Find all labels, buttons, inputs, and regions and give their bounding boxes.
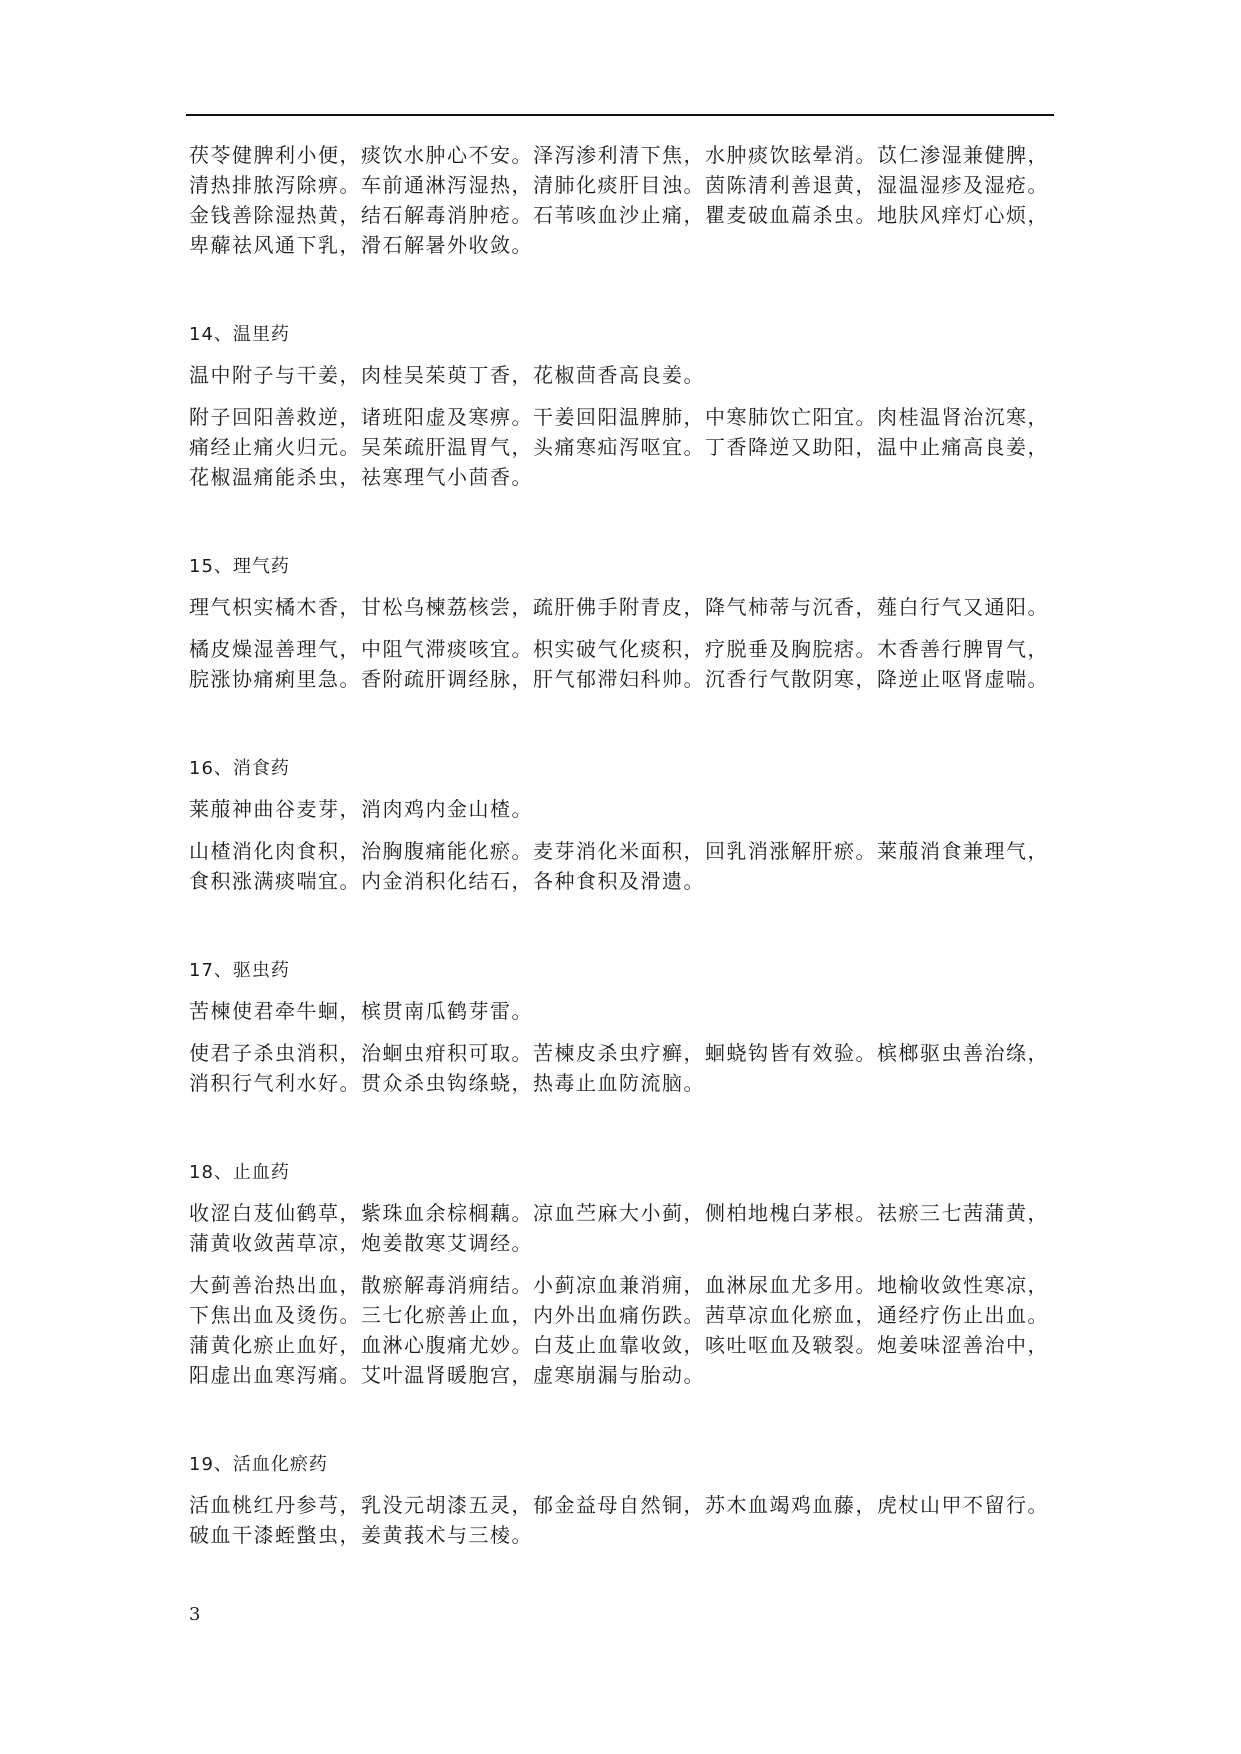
mnemonic	[189, 1198, 1059, 1258]
section-body	[189, 634, 1059, 694]
section-heading: 14、温里药	[189, 324, 290, 345]
text-line: 橘皮燥湿善理气，中阻气滞痰咳宜。枳实破气化痰积，疗脱垂及胸脘痞。木香善行脾胃气，	[189, 637, 1049, 661]
text-line: 山楂消化肉食积，治胸腹痛能化瘀。麦芽消化米面积，回乳消涨解肝瘀。莱菔消食兼理气，	[189, 839, 1049, 863]
section-regulating-qi	[189, 552, 1059, 694]
section-heading: 16、消食药	[189, 758, 290, 779]
section-body	[189, 836, 1059, 896]
text-line: 花椒温痛能杀虫，祛寒理气小茴香。	[189, 465, 533, 489]
mnemonic	[189, 794, 1059, 824]
mnemonic	[189, 592, 1059, 622]
section-anthelmintic	[189, 956, 1059, 1098]
text-line: 使君子杀虫消积，治蛔虫疳积可取。苦楝皮杀虫疗癣，蛔蛲钩皆有效验。槟榔驱虫善治绦，	[189, 1041, 1049, 1065]
text-line: 理气枳实橘木香，甘松乌楝荔核尝，疏肝佛手附青皮，降气柿蒂与沉香，薤白行气又通阳。	[189, 595, 1049, 619]
text-line: 苦楝使君牵牛蛔，槟贯南瓜鹤芽雷。	[189, 999, 533, 1023]
mnemonic	[189, 360, 1059, 390]
page-content	[189, 140, 1059, 1562]
section-heading: 17、驱虫药	[189, 960, 290, 981]
text-line: 茯苓健脾利小便，痰饮水肿心不安。泽泻渗利清下焦，水肿痰饮眩晕消。苡仁渗湿兼健脾，	[189, 143, 1049, 167]
section-body	[189, 1038, 1059, 1098]
text-line: 活血桃红丹参芎，乳没元胡漆五灵，郁金益母自然铜，苏木血竭鸡血藤，虎杖山甲不留行。	[189, 1493, 1049, 1517]
section-heading: 19、活血化瘀药	[189, 1454, 328, 1475]
text-line: 下焦出血及烫伤。三七化瘀善止血，内外出血痛伤跌。茜草凉血化瘀血，通经疗伤止出血。	[189, 1303, 1049, 1327]
header-rule	[186, 114, 1054, 116]
text-line: 卑薢祛风通下乳，滑石解暑外收敛。	[189, 233, 533, 257]
text-line: 莱菔神曲谷麦芽，消肉鸡内金山楂。	[189, 797, 533, 821]
page-number: 3	[189, 1604, 201, 1625]
text-line: 蒲黄化瘀止血好，血淋心腹痛尤妙。白芨止血靠收敛，咳吐呕血及皲裂。炮姜味涩善治中，	[189, 1333, 1049, 1357]
text-line: 大蓟善治热出血，散瘀解毒消痈结。小蓟凉血兼消痈，血淋尿血尤多用。地榆收敛性寒凉，	[189, 1273, 1049, 1297]
text-line: 阳虚出血寒泻痛。艾叶温肾暖胞宫，虚寒崩漏与胎动。	[189, 1363, 705, 1387]
text-line: 破血干漆蛭蟞虫，姜黄莪术与三棱。	[189, 1523, 533, 1547]
section-blood-activating	[189, 1450, 1059, 1550]
text-line: 脘涨协痛痢里急。香附疏肝调经脉，肝气郁滞妇科帅。沉香行气散阴寒，降逆止呕肾虚喘。	[189, 667, 1049, 691]
text-line: 温中附子与干姜，肉桂吴茱萸丁香，花椒茴香高良姜。	[189, 363, 705, 387]
section-digestive	[189, 754, 1059, 896]
mnemonic	[189, 1490, 1059, 1550]
text-line: 收涩白芨仙鹤草，紫珠血余棕榈藕。凉血苎麻大小蓟，侧柏地槐白茅根。祛瘀三七茜蒲黄，	[189, 1201, 1049, 1225]
section-hemostatic	[189, 1158, 1059, 1390]
section-body	[189, 1270, 1059, 1390]
text-line: 痛经止痛火归元。吴茱疏肝温胃气，头痛寒疝泻呕宜。丁香降逆又助阳，温中止痛高良姜，	[189, 435, 1049, 459]
intro-paragraph	[189, 140, 1059, 260]
mnemonic	[189, 996, 1059, 1026]
text-line: 清热排脓泻除痹。车前通淋泻湿热，清肺化痰肝目浊。茵陈清利善退黄，湿温湿疹及湿疮。	[189, 173, 1049, 197]
text-line: 附子回阳善救逆，诸班阳虚及寒痹。干姜回阳温脾肺，中寒肺饮亡阳宜。肉桂温肾治沉寒，	[189, 405, 1049, 429]
text-line: 消积行气利水好。贯众杀虫钩绦蛲，热毒止血防流脑。	[189, 1071, 705, 1095]
text-line: 金钱善除湿热黄，结石解毒消肿疮。石苇咳血沙止痛，瞿麦破血萹杀虫。地肤风痒灯心烦，	[189, 203, 1049, 227]
text-line: 食积涨满痰喘宜。内金消积化结石，各种食积及滑遗。	[189, 869, 705, 893]
text-line: 蒲黄收敛茜草凉，炮姜散寒艾调经。	[189, 1231, 533, 1255]
section-heading: 18、止血药	[189, 1162, 290, 1183]
section-body	[189, 402, 1059, 492]
section-warming-interior	[189, 320, 1059, 492]
section-heading: 15、理气药	[189, 556, 290, 577]
